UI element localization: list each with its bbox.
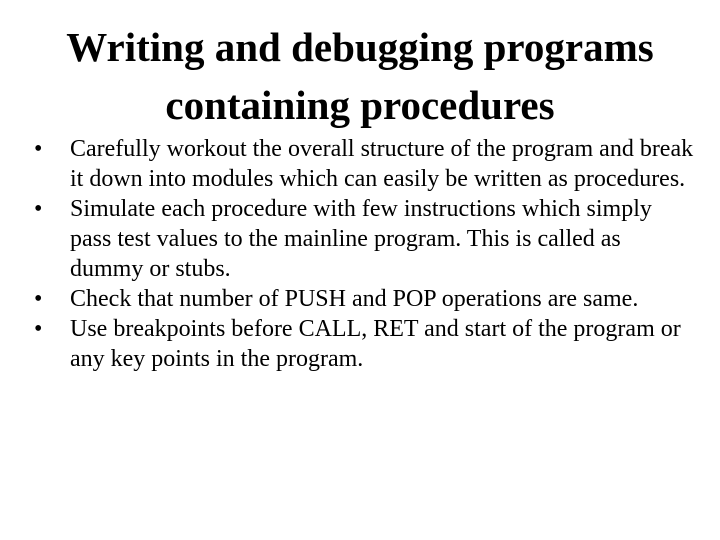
bullet-marker: •	[34, 286, 43, 312]
bullet-marker: •	[34, 316, 43, 342]
bullet-text-breakpoints: Use breakpoints before CALL, RET and start of the program or any key points in the program.	[70, 316, 681, 372]
bullet-item-push-pop	[34, 284, 694, 314]
slide-title-line-1: Writing and debugging programs	[66, 24, 654, 70]
bullet-marker: •	[34, 136, 43, 162]
bullet-marker: •	[34, 196, 43, 222]
bullet-item-simulate	[34, 194, 694, 284]
bullet-text-structure: Carefully workout the overall structure of the program and break it down into modules which can easily be written as procedures.	[70, 136, 694, 192]
slide-title	[20, 18, 700, 134]
bullet-item-breakpoints	[34, 314, 694, 374]
bullet-item-structure	[34, 134, 694, 194]
bullet-list	[34, 134, 694, 374]
slide-title-line-2: containing procedures	[165, 82, 555, 128]
bullet-text-push-pop: Check that number of PUSH and POP operations are same.	[70, 286, 639, 312]
bullet-text-simulate: Simulate each procedure with few instructions which simply pass test values to the mainline program. This is called as dummy or stubs.	[70, 196, 652, 282]
